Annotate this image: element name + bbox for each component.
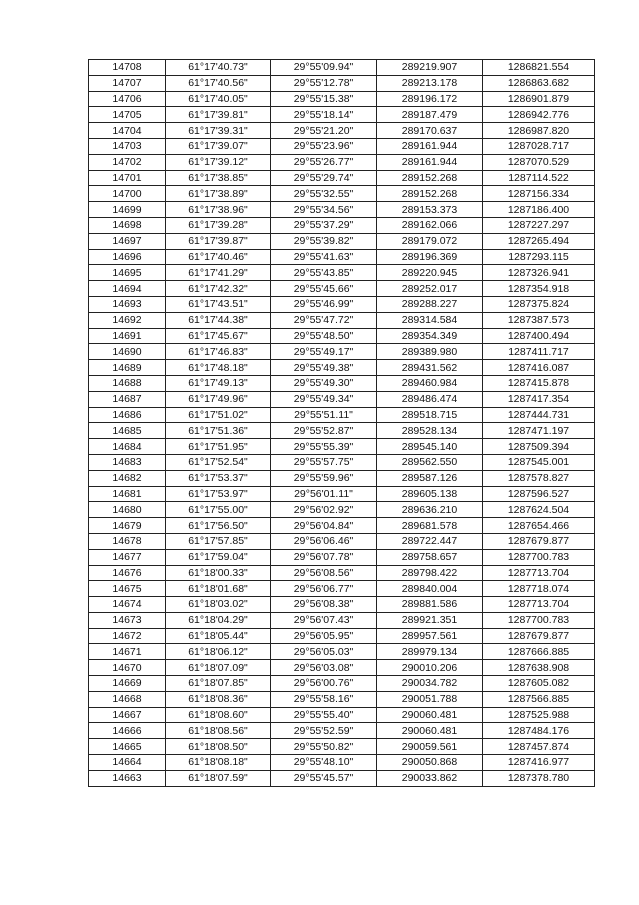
table-row: [89, 518, 595, 534]
longitude-cell: 29°55'55.40": [271, 707, 377, 723]
northing-cell: 1286901.879: [483, 91, 595, 107]
longitude-cell: 29°55'39.82": [271, 233, 377, 249]
northing-cell: 1287605.082: [483, 676, 595, 692]
table-row: [89, 581, 595, 597]
northing-cell: 1287471.197: [483, 423, 595, 439]
easting-cell: 289152.268: [377, 170, 483, 186]
latitude-cell: 61°18'04.29": [166, 612, 271, 628]
northing-cell: 1287545.001: [483, 454, 595, 470]
northing-cell: 1287265.494: [483, 233, 595, 249]
latitude-cell: 61°17'49.13": [166, 375, 271, 391]
easting-cell: 289220.945: [377, 265, 483, 281]
northing-cell: 1287417.354: [483, 391, 595, 407]
point-id-cell: 14671: [89, 644, 166, 660]
northing-cell: 1287679.877: [483, 533, 595, 549]
northing-cell: 1287566.885: [483, 691, 595, 707]
coordinate-table: [88, 59, 595, 787]
longitude-cell: 29°55'46.99": [271, 296, 377, 312]
latitude-cell: 61°17'40.05": [166, 91, 271, 107]
longitude-cell: 29°55'58.16": [271, 691, 377, 707]
latitude-cell: 61°17'39.28": [166, 217, 271, 233]
northing-cell: 1287070.529: [483, 154, 595, 170]
table-row: [89, 186, 595, 202]
easting-cell: 289979.134: [377, 644, 483, 660]
table-row: [89, 265, 595, 281]
latitude-cell: 61°17'53.37": [166, 470, 271, 486]
latitude-cell: 61°17'55.00": [166, 502, 271, 518]
longitude-cell: 29°56'08.56": [271, 565, 377, 581]
easting-cell: 290051.788: [377, 691, 483, 707]
easting-cell: 289161.944: [377, 138, 483, 154]
latitude-cell: 61°18'03.02": [166, 597, 271, 613]
table-row: [89, 75, 595, 91]
easting-cell: 290033.862: [377, 770, 483, 786]
easting-cell: 289486.474: [377, 391, 483, 407]
easting-cell: 289162.066: [377, 217, 483, 233]
table-row: [89, 154, 595, 170]
point-id-cell: 14683: [89, 454, 166, 470]
easting-cell: 289528.134: [377, 423, 483, 439]
point-id-cell: 14701: [89, 170, 166, 186]
point-id-cell: 14700: [89, 186, 166, 202]
latitude-cell: 61°17'56.50": [166, 518, 271, 534]
table-row: [89, 707, 595, 723]
table-row: [89, 676, 595, 692]
northing-cell: 1287400.494: [483, 328, 595, 344]
table-row: [89, 407, 595, 423]
longitude-cell: 29°55'26.77": [271, 154, 377, 170]
longitude-cell: 29°55'12.78": [271, 75, 377, 91]
latitude-cell: 61°17'39.87": [166, 233, 271, 249]
northing-cell: 1287638.908: [483, 660, 595, 676]
table-row: [89, 233, 595, 249]
longitude-cell: 29°55'51.11": [271, 407, 377, 423]
northing-cell: 1286942.776: [483, 107, 595, 123]
table-row: [89, 281, 595, 297]
point-id-cell: 14694: [89, 281, 166, 297]
point-id-cell: 14699: [89, 202, 166, 218]
table-row: [89, 770, 595, 786]
easting-cell: 289161.944: [377, 154, 483, 170]
point-id-cell: 14664: [89, 755, 166, 771]
northing-cell: 1287578.827: [483, 470, 595, 486]
table-row: [89, 470, 595, 486]
longitude-cell: 29°55'23.96": [271, 138, 377, 154]
longitude-cell: 29°55'37.29": [271, 217, 377, 233]
easting-cell: 289431.562: [377, 360, 483, 376]
table-row: [89, 454, 595, 470]
easting-cell: 289758.657: [377, 549, 483, 565]
point-id-cell: 14670: [89, 660, 166, 676]
table-row: [89, 249, 595, 265]
point-id-cell: 14680: [89, 502, 166, 518]
point-id-cell: 14705: [89, 107, 166, 123]
point-id-cell: 14677: [89, 549, 166, 565]
point-id-cell: 14679: [89, 518, 166, 534]
northing-cell: 1287156.334: [483, 186, 595, 202]
latitude-cell: 61°17'48.18": [166, 360, 271, 376]
table-row: [89, 328, 595, 344]
latitude-cell: 61°17'39.07": [166, 138, 271, 154]
longitude-cell: 29°56'08.38": [271, 597, 377, 613]
longitude-cell: 29°55'49.38": [271, 360, 377, 376]
latitude-cell: 61°17'44.38": [166, 312, 271, 328]
point-id-cell: 14667: [89, 707, 166, 723]
easting-cell: 289957.561: [377, 628, 483, 644]
northing-cell: 1287596.527: [483, 486, 595, 502]
table-row: [89, 60, 595, 76]
northing-cell: 1287114.522: [483, 170, 595, 186]
easting-cell: 289545.140: [377, 439, 483, 455]
point-id-cell: 14681: [89, 486, 166, 502]
latitude-cell: 61°17'38.96": [166, 202, 271, 218]
latitude-cell: 61°17'38.89": [166, 186, 271, 202]
latitude-cell: 61°17'57.85": [166, 533, 271, 549]
point-id-cell: 14697: [89, 233, 166, 249]
coordinate-table-body: [89, 60, 595, 787]
longitude-cell: 29°55'49.34": [271, 391, 377, 407]
longitude-cell: 29°56'02.92": [271, 502, 377, 518]
latitude-cell: 61°17'38.85": [166, 170, 271, 186]
table-row: [89, 549, 595, 565]
longitude-cell: 29°55'34.56": [271, 202, 377, 218]
longitude-cell: 29°55'41.63": [271, 249, 377, 265]
table-row: [89, 91, 595, 107]
latitude-cell: 61°18'01.68": [166, 581, 271, 597]
easting-cell: 290010.206: [377, 660, 483, 676]
table-row: [89, 439, 595, 455]
longitude-cell: 29°55'45.66": [271, 281, 377, 297]
table-row: [89, 565, 595, 581]
table-row: [89, 138, 595, 154]
easting-cell: 289314.584: [377, 312, 483, 328]
table-row: [89, 312, 595, 328]
northing-cell: 1287444.731: [483, 407, 595, 423]
latitude-cell: 61°18'07.09": [166, 660, 271, 676]
northing-cell: 1286987.820: [483, 123, 595, 139]
point-id-cell: 14663: [89, 770, 166, 786]
table-row: [89, 344, 595, 360]
northing-cell: 1287718.074: [483, 581, 595, 597]
table-row: [89, 691, 595, 707]
table-row: [89, 123, 595, 139]
point-id-cell: 14693: [89, 296, 166, 312]
latitude-cell: 61°17'52.54": [166, 454, 271, 470]
easting-cell: 289518.715: [377, 407, 483, 423]
northing-cell: 1287415.878: [483, 375, 595, 391]
point-id-cell: 14695: [89, 265, 166, 281]
table-row: [89, 739, 595, 755]
point-id-cell: 14690: [89, 344, 166, 360]
table-row: [89, 755, 595, 771]
longitude-cell: 29°55'59.96": [271, 470, 377, 486]
northing-cell: 1287028.717: [483, 138, 595, 154]
easting-cell: 290034.782: [377, 676, 483, 692]
latitude-cell: 61°17'40.46": [166, 249, 271, 265]
point-id-cell: 14688: [89, 375, 166, 391]
point-id-cell: 14676: [89, 565, 166, 581]
table-row: [89, 217, 595, 233]
table-row: [89, 723, 595, 739]
easting-cell: 289170.637: [377, 123, 483, 139]
longitude-cell: 29°55'49.17": [271, 344, 377, 360]
northing-cell: 1286821.554: [483, 60, 595, 76]
point-id-cell: 14675: [89, 581, 166, 597]
longitude-cell: 29°55'32.55": [271, 186, 377, 202]
northing-cell: 1287624.504: [483, 502, 595, 518]
latitude-cell: 61°18'08.56": [166, 723, 271, 739]
point-id-cell: 14692: [89, 312, 166, 328]
easting-cell: 289389.980: [377, 344, 483, 360]
northing-cell: 1287654.466: [483, 518, 595, 534]
latitude-cell: 61°17'42.32": [166, 281, 271, 297]
northing-cell: 1287713.704: [483, 597, 595, 613]
easting-cell: 289460.984: [377, 375, 483, 391]
longitude-cell: 29°55'15.38": [271, 91, 377, 107]
northing-cell: 1287525.988: [483, 707, 595, 723]
table-row: [89, 660, 595, 676]
longitude-cell: 29°56'04.84": [271, 518, 377, 534]
northing-cell: 1287484.176: [483, 723, 595, 739]
latitude-cell: 61°18'07.59": [166, 770, 271, 786]
longitude-cell: 29°55'52.59": [271, 723, 377, 739]
northing-cell: 1287457.874: [483, 739, 595, 755]
northing-cell: 1287666.885: [483, 644, 595, 660]
northing-cell: 1287378.780: [483, 770, 595, 786]
easting-cell: 289187.479: [377, 107, 483, 123]
easting-cell: 289587.126: [377, 470, 483, 486]
easting-cell: 289605.138: [377, 486, 483, 502]
northing-cell: 1287293.115: [483, 249, 595, 265]
longitude-cell: 29°55'48.50": [271, 328, 377, 344]
table-row: [89, 486, 595, 502]
easting-cell: 289152.268: [377, 186, 483, 202]
point-id-cell: 14674: [89, 597, 166, 613]
point-id-cell: 14704: [89, 123, 166, 139]
table-row: [89, 170, 595, 186]
latitude-cell: 61°17'40.56": [166, 75, 271, 91]
point-id-cell: 14706: [89, 91, 166, 107]
easting-cell: 290060.481: [377, 707, 483, 723]
table-row: [89, 612, 595, 628]
northing-cell: 1287227.297: [483, 217, 595, 233]
table-row: [89, 533, 595, 549]
point-id-cell: 14687: [89, 391, 166, 407]
latitude-cell: 61°17'43.51": [166, 296, 271, 312]
longitude-cell: 29°55'47.72": [271, 312, 377, 328]
point-id-cell: 14666: [89, 723, 166, 739]
longitude-cell: 29°55'48.10": [271, 755, 377, 771]
latitude-cell: 61°17'39.12": [166, 154, 271, 170]
table-row: [89, 202, 595, 218]
easting-cell: 289252.017: [377, 281, 483, 297]
northing-cell: 1287411.717: [483, 344, 595, 360]
point-id-cell: 14691: [89, 328, 166, 344]
easting-cell: 289196.172: [377, 91, 483, 107]
latitude-cell: 61°17'39.81": [166, 107, 271, 123]
longitude-cell: 29°55'21.20": [271, 123, 377, 139]
easting-cell: 290059.561: [377, 739, 483, 755]
table-row: [89, 597, 595, 613]
point-id-cell: 14673: [89, 612, 166, 628]
longitude-cell: 29°56'05.03": [271, 644, 377, 660]
northing-cell: 1287713.704: [483, 565, 595, 581]
point-id-cell: 14684: [89, 439, 166, 455]
northing-cell: 1287700.783: [483, 549, 595, 565]
easting-cell: 289881.586: [377, 597, 483, 613]
point-id-cell: 14669: [89, 676, 166, 692]
easting-cell: 289921.351: [377, 612, 483, 628]
latitude-cell: 61°17'59.04": [166, 549, 271, 565]
point-id-cell: 14689: [89, 360, 166, 376]
latitude-cell: 61°17'49.96": [166, 391, 271, 407]
longitude-cell: 29°55'18.14": [271, 107, 377, 123]
latitude-cell: 61°18'06.12": [166, 644, 271, 660]
northing-cell: 1287387.573: [483, 312, 595, 328]
easting-cell: 290050.868: [377, 755, 483, 771]
longitude-cell: 29°55'09.94": [271, 60, 377, 76]
longitude-cell: 29°55'55.39": [271, 439, 377, 455]
longitude-cell: 29°55'45.57": [271, 770, 377, 786]
latitude-cell: 61°18'00.33": [166, 565, 271, 581]
table-row: [89, 391, 595, 407]
point-id-cell: 14678: [89, 533, 166, 549]
longitude-cell: 29°55'49.30": [271, 375, 377, 391]
latitude-cell: 61°17'40.73": [166, 60, 271, 76]
table-row: [89, 502, 595, 518]
easting-cell: 289798.422: [377, 565, 483, 581]
point-id-cell: 14702: [89, 154, 166, 170]
table-row: [89, 423, 595, 439]
latitude-cell: 61°17'45.67": [166, 328, 271, 344]
point-id-cell: 14668: [89, 691, 166, 707]
latitude-cell: 61°17'51.36": [166, 423, 271, 439]
northing-cell: 1287416.977: [483, 755, 595, 771]
easting-cell: 289213.178: [377, 75, 483, 91]
easting-cell: 289840.004: [377, 581, 483, 597]
point-id-cell: 14703: [89, 138, 166, 154]
latitude-cell: 61°17'46.83": [166, 344, 271, 360]
easting-cell: 289636.210: [377, 502, 483, 518]
point-id-cell: 14686: [89, 407, 166, 423]
easting-cell: 289196.369: [377, 249, 483, 265]
longitude-cell: 29°56'03.08": [271, 660, 377, 676]
point-id-cell: 14708: [89, 60, 166, 76]
longitude-cell: 29°56'06.77": [271, 581, 377, 597]
latitude-cell: 61°17'41.29": [166, 265, 271, 281]
easting-cell: 289153.373: [377, 202, 483, 218]
longitude-cell: 29°55'43.85": [271, 265, 377, 281]
latitude-cell: 61°18'05.44": [166, 628, 271, 644]
northing-cell: 1287326.941: [483, 265, 595, 281]
longitude-cell: 29°55'52.87": [271, 423, 377, 439]
easting-cell: 289179.072: [377, 233, 483, 249]
longitude-cell: 29°56'06.46": [271, 533, 377, 549]
point-id-cell: 14707: [89, 75, 166, 91]
table-row: [89, 107, 595, 123]
latitude-cell: 61°18'08.18": [166, 755, 271, 771]
northing-cell: 1287509.394: [483, 439, 595, 455]
longitude-cell: 29°56'07.78": [271, 549, 377, 565]
easting-cell: 289288.227: [377, 296, 483, 312]
latitude-cell: 61°17'39.31": [166, 123, 271, 139]
table-row: [89, 375, 595, 391]
easting-cell: 289722.447: [377, 533, 483, 549]
table-row: [89, 644, 595, 660]
longitude-cell: 29°55'29.74": [271, 170, 377, 186]
table-row: [89, 296, 595, 312]
point-id-cell: 14696: [89, 249, 166, 265]
easting-cell: 289681.578: [377, 518, 483, 534]
longitude-cell: 29°56'05.95": [271, 628, 377, 644]
latitude-cell: 61°17'51.02": [166, 407, 271, 423]
easting-cell: 290060.481: [377, 723, 483, 739]
longitude-cell: 29°56'07.43": [271, 612, 377, 628]
latitude-cell: 61°18'08.36": [166, 691, 271, 707]
point-id-cell: 14682: [89, 470, 166, 486]
longitude-cell: 29°55'50.82": [271, 739, 377, 755]
longitude-cell: 29°56'00.76": [271, 676, 377, 692]
northing-cell: 1287375.824: [483, 296, 595, 312]
longitude-cell: 29°56'01.11": [271, 486, 377, 502]
northing-cell: 1287186.400: [483, 202, 595, 218]
point-id-cell: 14672: [89, 628, 166, 644]
table-row: [89, 628, 595, 644]
latitude-cell: 61°18'08.50": [166, 739, 271, 755]
easting-cell: 289562.550: [377, 454, 483, 470]
northing-cell: 1287416.087: [483, 360, 595, 376]
latitude-cell: 61°18'08.60": [166, 707, 271, 723]
point-id-cell: 14685: [89, 423, 166, 439]
point-id-cell: 14665: [89, 739, 166, 755]
latitude-cell: 61°17'53.97": [166, 486, 271, 502]
northing-cell: 1287354.918: [483, 281, 595, 297]
latitude-cell: 61°17'51.95": [166, 439, 271, 455]
northing-cell: 1287679.877: [483, 628, 595, 644]
northing-cell: 1287700.783: [483, 612, 595, 628]
northing-cell: 1286863.682: [483, 75, 595, 91]
point-id-cell: 14698: [89, 217, 166, 233]
easting-cell: 289219.907: [377, 60, 483, 76]
longitude-cell: 29°55'57.75": [271, 454, 377, 470]
latitude-cell: 61°18'07.85": [166, 676, 271, 692]
table-row: [89, 360, 595, 376]
easting-cell: 289354.349: [377, 328, 483, 344]
